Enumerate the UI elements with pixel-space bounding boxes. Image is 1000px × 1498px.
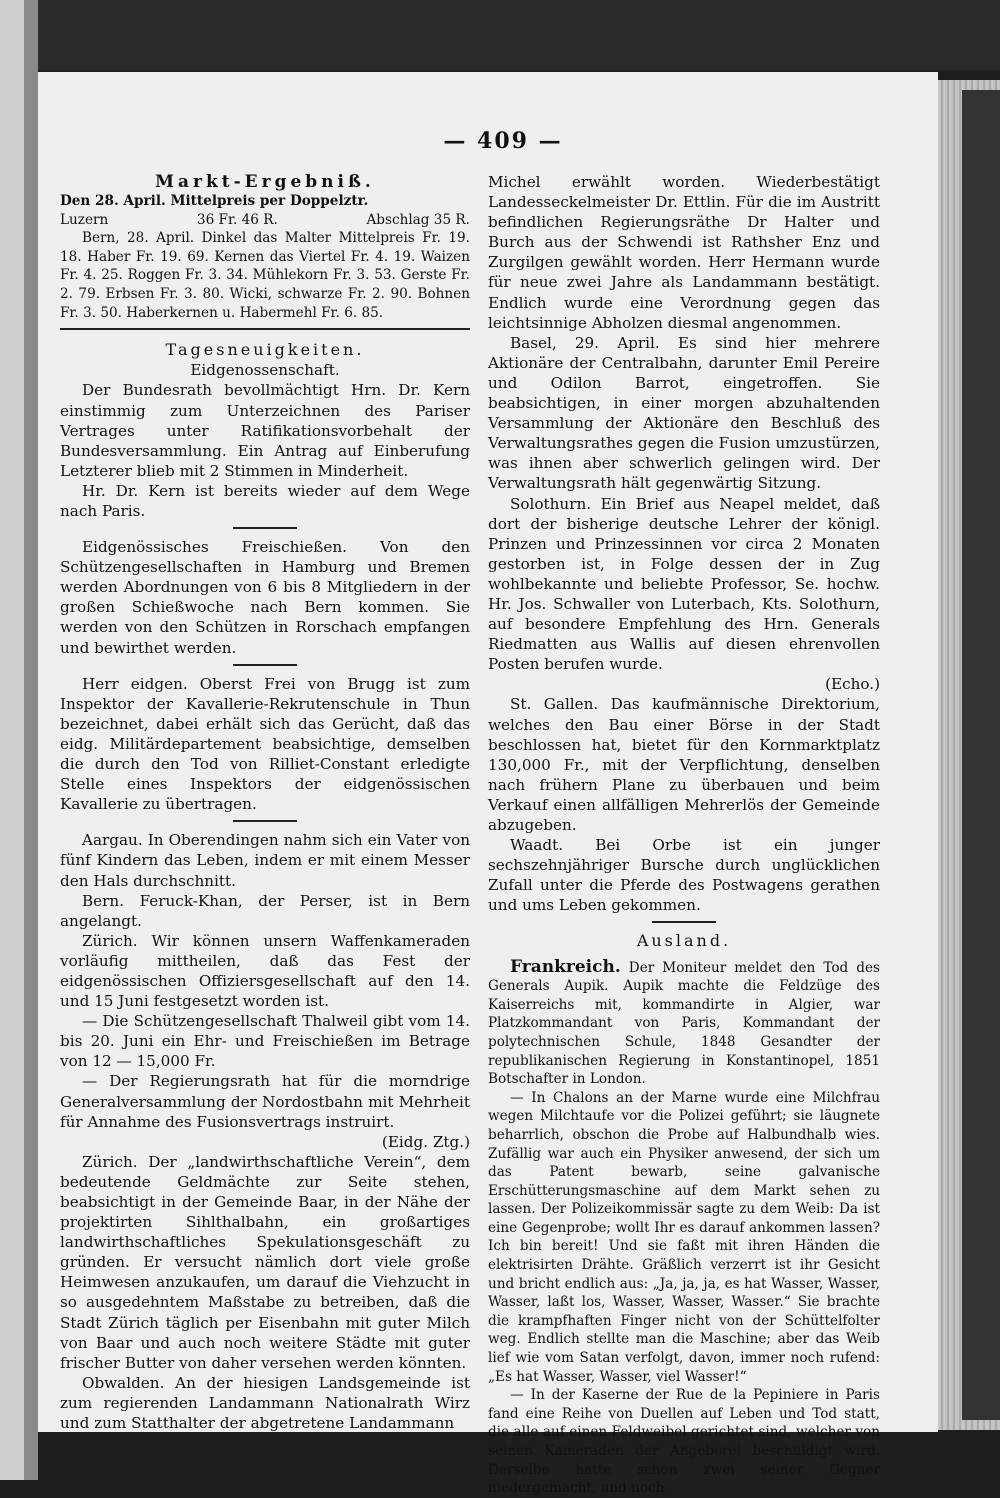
book-cover-edge — [962, 90, 1000, 1420]
article-bundesrath: Der Bundesrath bevollmächtigt Hrn. Dr. Kern einstimmig zum Unterzeichnen des Pariser Vertrages unter Ratifikationsvorbehalt der Bundesversammlung. Ein Antrag auf Einberufung Letzterer blieb mit 2 Stimmen in Minderheit. — [60, 381, 470, 480]
eidgenossenschaft-title: Eidgenossenschaft. — [190, 361, 340, 380]
bern-market-prices: Bern, 28. April. Dinkel das Malter Mittelpreis Fr. 19. 18. Haber Fr. 19. 69. Kernen das Viertel Fr. 4. 19. Waizen Fr. 4. 25. Roggen Fr. 3. 34. Mühlekorn Fr. 3. 53. Gerste Fr. 2. 79. Erbsen Fr. 3. 80. Wicki, schwarze Fr. 2. 90. Bohnen Fr. 3. 50. Haberkernen u. Habermehl Fr. 6. 85. — [60, 230, 470, 321]
binding-left-shadow — [24, 0, 38, 1480]
article-solothurn: Solothurn. Ein Brief aus Neapel meldet, daß dort der bisherige deutsche Lehrer der königl. Prinzen und Prinzessinnen vor circa 2 Monaten gestorben ist, in Folge dessen der in Zug wohlbekannte und beliebte Professor, Se. hochw. Hr. Jos. Schwaller von Luterbach, Kts. Solothurn, auf besondere Empfehlung des Hrn. Generals Riedmatten aus Wallis auf diesen ehrenvollen Posten berufen wurde. — [488, 494, 880, 674]
article-frankreich — [488, 958, 880, 1089]
article-st-gallen: St. Gallen. Das kaufmännische Direktorium, welches den Bau einer Börse in der Stadt beschlossen hat, bietet für den Kornmarktplatz 130,000 Fr., mit der Verpflichtung, denselben nach frühern Plane zu überbauen und beim Verkauf einen allfälligen Mehrerlös der Gemeinde abzugeben. — [488, 695, 880, 834]
market-date: Den 28. April. Mittelpreis per Doppelztr. — [60, 193, 369, 210]
article-basel: Basel, 29. April. Es sind hier mehrere Aktionäre der Centralbahn, darunter Emil Pereire und Odilon Barrot, eingetroffen. Sie beabsichtigen, in einer morgen abzuhaltenden Versammlung der Aktionäre den Beschluß des Verwaltungsrathes gegen die Fusion umzustürzen, was ihnen aber schwerlich gelingen wird. Der Verwaltungsrath hält gegenwärtig Sitzung. — [488, 333, 880, 493]
market-title: Markt-Ergebniß. — [155, 172, 375, 192]
article-separator — [233, 820, 297, 822]
article-zuerich-offiziere: Zürich. Wir können unsern Waffenkameraden vorläufig mittheilen, daß das Fest der eidgenössischen Offiziersgesellschaft auf den 14. und 15 Juni festgesetzt worden ist. — [60, 931, 470, 1011]
article-obwalden: Obwalden. An der hiesigen Landsgemeinde ist zum regierenden Landammann Nationalrath Wirz und zum Statthalter der abgetretene Landammann — [60, 1373, 470, 1433]
article-oberst-frei: Herr eidgen. Oberst Frei von Brugg ist zum Inspektor der Kavallerie-Rekrutenschule in Thun bezeichnet, dabei erhält sich das Gerücht, daß das eidg. Militärdepartement beabsichtige, demselben die durch den Tod von Rilliet-Constant erledigte Stelle eines Inspektors der eidgenössischen Kavallerie zu übertragen. — [60, 674, 470, 814]
left-column — [60, 172, 470, 1433]
article-thalweil: — Die Schützengesellschaft Thalweil gibt vom 14. bis 20. Juni ein Ehr- und Freischießen im Betrage von 12 — 15,000 Fr. — [60, 1012, 470, 1071]
article-separator — [233, 527, 297, 529]
article-bern-ferruck: Bern. Feruck-Khan, der Perser, ist in Bern angelangt. — [60, 891, 470, 930]
article-kaserne: — In der Kaserne der Rue de la Pepiniere in Paris fand eine Reihe von Duellen auf Leben und Tod statt, die alle auf einen Feldweibel gerichtet sind, welcher von seinen Kameraden der Angeberei beschuldigt wird. Derselbe hatte schon zwei seiner Gegner niedergemacht, und noch — [488, 1387, 880, 1497]
page-number: — 409 — — [443, 128, 563, 154]
frankreich-heading: Frankreich. — [510, 956, 621, 977]
article-kern: Hr. Dr. Kern ist bereits wieder auf dem Wege nach Paris. — [60, 481, 470, 520]
newspaper-page — [38, 72, 938, 1497]
luzern-row — [60, 211, 470, 230]
right-column — [488, 172, 880, 1498]
luzern-price: 36 Fr. 46 R. — [196, 211, 278, 228]
binding-background — [0, 0, 1000, 70]
source-echo: (Echo.) — [825, 675, 880, 694]
ausland-title: Ausland. — [636, 931, 732, 951]
article-chalons: — In Chalons an der Marne wurde eine Milchfrau wegen Milchtaufe vor die Polizei geführt; sie läugnete beharrlich, obschon die Probe auf Halbundhalb wies. Zufällig war auch ein Physiker anwesend, der sich um das Patent bewarb, seine galvanische Erschütterungsmaschine auf dem Markt sehen zu lassen. Der Polizeikommissär sagte zu dem Weib: Da ist eine Gegenprobe; wollt Ihr es darauf ankommen lassen? Ich bin bereit! Und sie faßt mit ihren Händen die elektrisirten Drähte. Gräßlich verzerrt ist ihr Gesicht und bricht endlich aus: „Ja, ja, ja, es hat Wasser, Wasser, Wasser, laßt los, Wasser, Wasser, Wasser.“ Sie brachte die krampfhaften Finger nicht von der Schüttelfolter weg. Endlich stellte man die Maschine; aber das Weib lief wie vom Satan verfolgt, davon, immer noch rufend: „Es hat Wasser, Wasser, viel Wasser!“ — [488, 1089, 880, 1385]
section-rule — [60, 328, 470, 330]
article-freischiessen: Eidgenössisches Freischießen. Von den Schützengesellschaften in Hamburg und Bremen werden Abordnungen von 6 bis 8 Mitgliedern in der großen Schießwoche nach Bern kommen. Sie werden von den Schützen in Rorschach empfangen und bewirthet werden. — [60, 538, 470, 657]
frankreich-text: Der Moniteur meldet den Tod des Generals Aupik. Aupik machte die Feldzüge des Kaiserreichs mit, kommandirte in Algier, war Platzkommandant von Paris, Kommandant der polytechnischen Schule, 1848 Gesandter der republikanischen Regierung in Konstantinopel, 1851 Botschafter in London. — [488, 959, 880, 1088]
news-title: Tagesneuigkeiten. — [165, 340, 365, 360]
article-separator — [652, 921, 716, 923]
article-aargau: Aargau. In Oberendingen nahm sich ein Vater von fünf Kindern das Leben, indem er mit einem Messer den Hals durchschnitt. — [60, 831, 470, 890]
article-regierungsrath: — Der Regierungsrath hat für die morndrige Generalversammlung der Nordostbahn mit Mehrheit für Annahme des Fusionsvertrags instruirt. — [60, 1072, 470, 1131]
source-eidg-ztg: (Eidg. Ztg.) — [381, 1132, 470, 1151]
luzern-place: Luzern — [60, 211, 109, 228]
luzern-abschlag: Abschlag 35 R. — [366, 211, 470, 228]
article-waadt: Waadt. Bei Orbe ist ein junger sechszehnjähriger Bursche durch unglücklichen Zufall unter die Pferde des Postwagens gerathen und ums Leben gekommen. — [488, 836, 880, 915]
article-separator — [233, 664, 297, 666]
article-obwalden-continued: Michel erwählt worden. Wiederbestätigt Landesseckelmeister Dr. Ettlin. Für die im Austritt befindlichen Regierungsräthe Dr Halter und Burch aus der Schwendi ist Rathsher Enz und Zurgilgen gewählt worden. Herr Hermann wurde für neue zwei Jahre als Landammann bestätigt. Endlich wurde eine Verordnung gegen das leichtsinnige Abholzen diesmal angenommen. — [488, 173, 880, 332]
binding-left-edge — [0, 0, 24, 1480]
article-zuerich-verein: Zürich. Der „landwirthschaftliche Verein“, dem bedeutende Geldmächte zur Seite stehen, beabsichtigt in der Gemeinde Baar, in der Nähe der projektirten Sihlthalbahn, ein großartiges landwirthschaftliches Spekulationsgeschäft zu gründen. Er versucht nämlich dort viele große Heimwesen anzukaufen, um darauf die Viehzucht in so ausgedehntem Maßstabe zu betreiben, daß die Stadt Zürich täglich per Eisenbahn mit guter Milch von Baar und auch noch weitere Städte mit guter frischer Butter von daher versehen werden könnten. — [60, 1152, 470, 1372]
